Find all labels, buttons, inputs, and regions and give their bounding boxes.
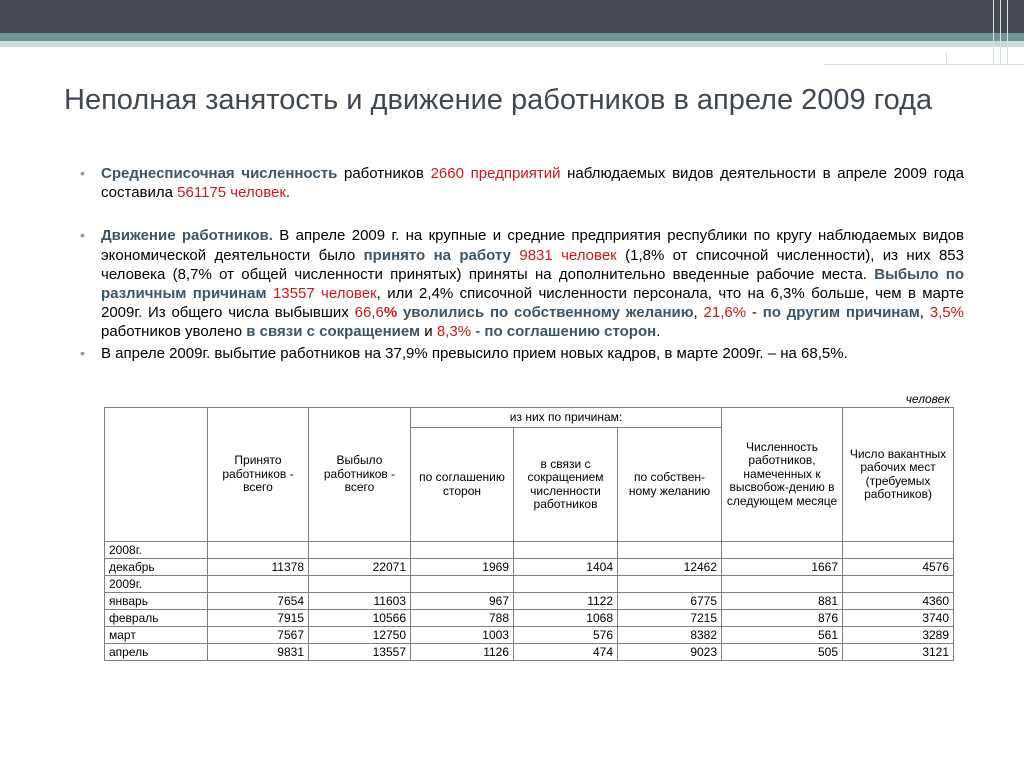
enterprise-count: 2660 предприятий xyxy=(430,165,561,182)
table-row xyxy=(105,610,954,627)
cell-own-will: 7215 xyxy=(618,610,722,627)
cell-agreement: 1003 xyxy=(411,627,514,644)
cell-hired: 7915 xyxy=(208,610,309,627)
cell-planned-release: 876 xyxy=(722,610,843,627)
cell-planned-release xyxy=(722,542,843,559)
table-row xyxy=(105,542,954,559)
cell-agreement: 788 xyxy=(411,610,514,627)
cell-hired: 7567 xyxy=(208,627,309,644)
cell-own-will: 12462 xyxy=(618,559,722,576)
cell-own-will: 6775 xyxy=(618,593,722,610)
text-span: - xyxy=(746,304,763,322)
table-row xyxy=(105,627,954,644)
term-avg-headcount: Среднесписочная численность xyxy=(101,165,338,182)
cell-vacancies: 4576 xyxy=(843,559,954,576)
cell-agreement: 1969 xyxy=(411,559,514,576)
cell-planned-release: 561 xyxy=(722,627,843,644)
cell-vacancies: 3289 xyxy=(843,627,954,644)
text-span: и xyxy=(420,323,437,341)
pct-other: 21,6% xyxy=(703,304,747,322)
cell-vacancies: 4360 xyxy=(843,593,954,610)
left-count: 13557 человек xyxy=(272,285,377,303)
row-label: апрель xyxy=(105,644,208,661)
table-row xyxy=(105,644,954,661)
text-span: . xyxy=(656,323,661,341)
cell-own-will: 8382 xyxy=(618,627,722,644)
row-label: 2009г. xyxy=(105,576,208,593)
pct-agreement: 8,3% xyxy=(436,323,472,341)
pct-own-will: 66,6 xyxy=(354,304,384,322)
decor-line xyxy=(1000,0,1001,64)
accent-stripe xyxy=(0,33,1024,41)
header-hired: Принято работников - всего xyxy=(208,408,309,542)
text-span: , xyxy=(693,304,704,322)
row-label: январь xyxy=(105,593,208,610)
text-span: - xyxy=(471,323,485,341)
header-left: Выбыло работников - всего xyxy=(309,408,411,542)
table-row xyxy=(105,593,954,610)
cell-own-will xyxy=(618,576,722,593)
cell-left: 13557 xyxy=(309,644,411,661)
bullet-item xyxy=(80,164,964,202)
header-agreement: по соглашению сторон xyxy=(411,428,514,542)
pct-sign: % xyxy=(383,304,398,322)
top-banner xyxy=(0,0,1024,33)
row-label: декабрь xyxy=(105,559,208,576)
table-row xyxy=(105,559,954,576)
bullet-item xyxy=(80,226,964,341)
header-own-will: по собствен-ному желанию xyxy=(618,428,722,542)
cell-vacancies: 3121 xyxy=(843,644,954,661)
row-label: март xyxy=(105,627,208,644)
cell-vacancies xyxy=(843,542,954,559)
headcount-value: 561175 человек xyxy=(177,184,286,202)
text-span: . xyxy=(285,184,291,202)
cell-reduction: 1068 xyxy=(514,610,618,627)
cell-reduction: 474 xyxy=(514,644,618,661)
cell-left: 22071 xyxy=(309,559,411,576)
header-empty xyxy=(105,408,208,542)
cell-hired xyxy=(208,542,309,559)
cell-reduction: 1122 xyxy=(514,593,618,610)
cell-reduction: 1404 xyxy=(514,559,618,576)
slide-title: Неполная занятость и движение работников в апреле 2009 года xyxy=(64,84,933,116)
term-left: Выбыло по различным причинам xyxy=(101,265,964,303)
cell-planned-release xyxy=(722,576,843,593)
decor-line xyxy=(946,52,947,64)
text-span: (1,8% от списочной численности), из них 853 человека (8,7% от общей численности принятых) приняты на дополнительно введенные рабочие места. xyxy=(101,246,964,283)
cell-reduction xyxy=(514,542,618,559)
cell-planned-release: 881 xyxy=(722,593,843,610)
employment-table xyxy=(104,407,954,661)
cell-vacancies: 3740 xyxy=(843,610,954,627)
term-reduction: в связи с сокращением xyxy=(246,323,421,341)
decor-line xyxy=(824,64,1024,65)
cell-vacancies xyxy=(843,576,954,593)
term-hired: принято на работу xyxy=(363,246,511,264)
term-agreement: по соглашению сторон xyxy=(484,323,657,341)
term-movement: Движение работников. xyxy=(101,227,273,245)
cell-hired: 7654 xyxy=(208,593,309,610)
text-span: , xyxy=(919,304,930,322)
term-own-will: уволились по собственному желанию xyxy=(402,304,694,322)
cell-planned-release: 1667 xyxy=(722,559,843,576)
cell-reduction xyxy=(514,576,618,593)
text-span: , или 2,4% списочной численности персонала, что на 6,3% больше, чем в марте 2009г. Из общего числа выбывших xyxy=(101,285,964,322)
text-span: работников уволено xyxy=(101,323,247,341)
bullet-list xyxy=(80,164,964,363)
header-reasons-group: из них по причинам: xyxy=(411,408,722,428)
text-span: работников xyxy=(337,165,431,182)
text-span: В апреле 2009 г. на крупные и средние предприятия республики по кругу наблюдаемых видов экономической деятельности было xyxy=(101,227,964,264)
header-row xyxy=(105,408,954,428)
cell-agreement xyxy=(411,576,514,593)
cell-left: 10566 xyxy=(309,610,411,627)
hired-count: 9831 человек xyxy=(519,246,617,264)
table-row xyxy=(105,576,954,593)
cell-left xyxy=(309,576,411,593)
row-label: февраль xyxy=(105,610,208,627)
cell-left xyxy=(309,542,411,559)
decor-line xyxy=(993,0,994,64)
cell-left: 12750 xyxy=(309,627,411,644)
accent-stripe-white xyxy=(0,47,1024,51)
text-span: В апреле 2009г. выбытие работников на 37,9% превысило прием новых кадров, в марте 2009г. – на 68,5%. xyxy=(101,344,848,362)
decor-line xyxy=(1007,0,1008,64)
cell-own-will xyxy=(618,542,722,559)
cell-reduction: 576 xyxy=(514,627,618,644)
cell-hired: 11378 xyxy=(208,559,309,576)
unit-label: человек xyxy=(905,392,950,406)
cell-agreement: 1126 xyxy=(411,644,514,661)
pct-reduction: 3,5% xyxy=(929,304,964,322)
cell-left: 11603 xyxy=(309,593,411,610)
cell-agreement xyxy=(411,542,514,559)
term-other: по другим причинам xyxy=(762,304,920,322)
cell-own-will: 9023 xyxy=(618,644,722,661)
cell-hired: 9831 xyxy=(208,644,309,661)
header-vacancies: Число вакантных рабочих мест (требуемых работников) xyxy=(843,408,954,542)
text-span: наблюдаемых видов деятельности в апреле 2009 года составила xyxy=(101,165,964,202)
header-reduction: в связи с сокращением численности работников xyxy=(514,428,618,542)
row-label: 2008г. xyxy=(105,542,208,559)
cell-hired xyxy=(208,576,309,593)
header-planned-release: Численность работников, намеченных к высвобож-дению в следующем месяце xyxy=(722,408,843,542)
cell-agreement: 967 xyxy=(411,593,514,610)
bullet-item xyxy=(80,344,964,363)
cell-planned-release: 505 xyxy=(722,644,843,661)
